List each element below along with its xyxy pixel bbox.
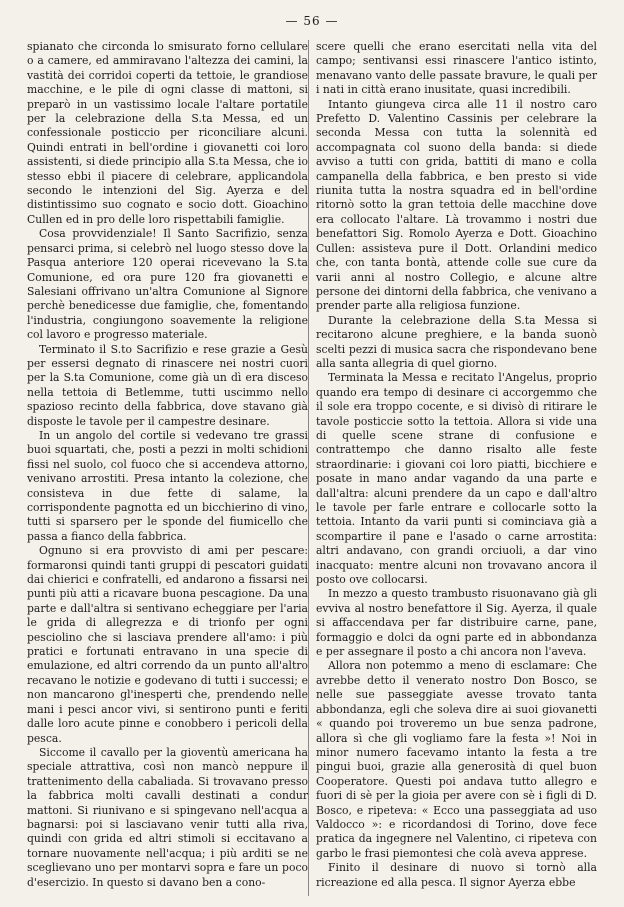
paragraph: Terminato il S.to Sacrifizio e rese grazie a Gesù per essersi degnato di rinascere nei nostri cuori per la S.ta Comunione, come già un dì era disceso nella tettoia di Betlemme, tutti uscimmo nello spazioso recinto della fabbrica, dove stavano già disposte le tavole per il campestre desinare. [27, 342, 308, 428]
paragraph: Cosa provvidenziale! Il Santo Sacrifizio, senza pensarci prima, si celebrò nel luogo stesso dove la Pasqua anteriore 120 operai ricevevano la S.ta Comunione, ed ora pure 120 fra giovanetti e Salesiani offrivano un'altra Comunione al Signore perchè benedicesse due famiglie, che, fomentando l'industria, congiungono soavemente la religione col lavoro e progresso materiale. [27, 227, 308, 342]
page-number: — 56 — [285, 14, 339, 28]
paragraph: In mezzo a questo trambusto risuonavano già gli evviva al nostro benefattore il Sig. Ayerza, il quale si affaccendava per far distribuire carne, pane, formaggio e dolci da ogni parte ed in abbondanza e per assegnare il posto a chi ancora non l'aveva. [316, 587, 597, 659]
paragraph: In un angolo del cortile si vedevano tre grassi buoi squartati, che, posti a pezzi in molti schidioni fissi nel suolo, col fuoco che si accendeva attorno, venivano arrostiti. Presa intanto la colezione, che consisteva in due fette di salame, la corrispondente pagnotta ed un bicchierino di vino, tutti si sparsero per le sponde del fiumicello che passa a fianco della fabbrica. [27, 428, 308, 543]
paragraph: Intanto giungeva circa alle 11 il nostro caro Prefetto D. Valentino Cassinis per celebrare la seconda Messa con tutta la solennità ed accompagnata col suono della banda: si diede avviso a tutti con grida, battiti di mano e colla campanella della fabbrica, e ben presto si vide riunita tutta la nostra squadra ed in bell'ordine ritornò sotto la gran tettoia delle macchine dove era collocato l'altare. Là trovammo i nostri due benefattori Sig. Romolo Ayerza e Dott. Gioachino Cullen: assisteva pure il Dott. Orlandini medico che, con tanta bontà, attende colle sue cure da varii anni al nostro Collegio, e alcune altre persone dei dintorni della fabbrica, che venivano a prender parte alla religiosa funzione. [316, 97, 597, 313]
paragraph: scere quelli che erano esercitati nella vita del campo; sentivansi essi rinascere l'antico istinto, menavano vanto delle passate bravure, le quali per i nati in città erano inusitate, quasi incredibili. [316, 40, 597, 97]
paragraph: Finito il desinare di nuovo si tornò alla ricreazione ed alla pesca. Il signor Ayerza ebbe [316, 861, 597, 889]
paragraph: Ognuno si era provvisto di ami per pescare: formaronsi quindi tanti gruppi di pescatori guidati dai chierici e confratelli, ed andarono a fissarsi nei punti più atti a ricavare buona pescagione. Da una parte e dall'altra si sentivano echeggiare per l'aria le grida di allegrezza e di trionfo per ogni pesciolino che si lasciava prendere all'amo: i più pratici e fortunati entravano in una specie di emulazione, ed altri correndo da un punto all'altro recavano le notizie e godevano di tutti i successi; e non mancarono gl'inesperti che, prendendo nelle mani i pesci ancor vivi, si sentirono punti e feriti dalle loro acute pinne e conobbero i pericoli della pesca. [27, 544, 308, 745]
paragraph: spianato che circonda lo smisurato forno cellulare o a camere, ed ammiravano l'altezza dei camini, la vastità dei corridoi coperti da tettoie, le grandiose macchine, e le pile di ogni classe di mattoni, si preparò in un vastissimo locale l'altare portatile per la celebrazione della S.ta Messa, ed un confessionale posticcio per riconciliare alcuni. Quindi entrati in bell'ordine i giovanetti coi loro assistenti, si diede principio alla S.ta Messa, che io stesso ebbi il piacere di celebrare, applicandola secondo le intenzioni del Sig. Ayerza e del distintissimo suo cognato e socio dott. Gioachino Cullen ed in pro delle loro rispettabili famiglie. [27, 40, 308, 226]
paragraph: Durante la celebrazione della S.ta Messa si recitarono alcune preghiere, e la banda suonò scelti pezzi di musica sacra che rispondevano bene alla santa allegria di quel giorno. [316, 313, 597, 370]
paragraph: Allora non potemmo a meno di esclamare: Che avrebbe detto il venerato nostro Don Bosco, se nelle sue passeggiate avesse trovato tanta abbondanza, egli che soleva dire ai suoi giovanetti « quando poi troveremo un bue senza padrone, allora sì che gli vogliamo fare la festa »! Noi in minor numero facevamo intanto la festa a tre pingui buoi, grazie alla generosità di quel buon Cooperatore. Questi poi andava tutto allegro e fuori di sè per la gioia per avere con sè i figli di D. Bosco, e ripeteva: « Ecco una passeggiata ad uso Valdocco »: e ricordandosi di Torino, dove fece pratica da ingegnere nel Valentino, ci ripeteva con garbo le frasi piemontesi che colà aveva apprese. [316, 659, 597, 860]
paragraph: Terminata la Messa e recitato l'Angelus, proprio quando era tempo di desinare ci accorgemmo che il sole era troppo cocente, e si divisò di ritirare le tavole posticcie sotto la tettoia. Allora si vide una di quelle scene strane di confusione e contrattempo che danno risalto alle feste straordinarie: i giovani coi loro piatti, bicchiere e posate in mano andar vagando da una parte e dall'altra: alcuni prendere da un capo e dall'altro le tavole per farle entrare e collocarle sotto la tettoia. Intanto da varii punti si cominciava già a scompartire il pane e l'asado o carne arrostita: altri andavano, con grandi orciuoli, a dar vino inacquato: mentre alcuni non trovavano ancora il posto ove collocarsi. [316, 371, 597, 587]
paragraph: Siccome il cavallo per la gioventù americana ha speciale attrattiva, così non mancò neppure il trattenimento della cabaliada. Si trovavano presso la fabbrica molti cavalli destinati a condur mattoni. Si riunivano e si spingevano nell'acqua a bagnarsi: poi si lasciavano venir tutti alla riva, quindi con grida ed altri stimoli si eccitavano a tornare nuovamente nell'acqua; i più arditi se ne sceglievano uno per montarvi sopra e fare un poco d'esercizio. In questo si davano ben a cono- [27, 745, 308, 889]
left-column [27, 40, 308, 890]
right-column [316, 40, 597, 890]
column-divider [308, 40, 309, 896]
